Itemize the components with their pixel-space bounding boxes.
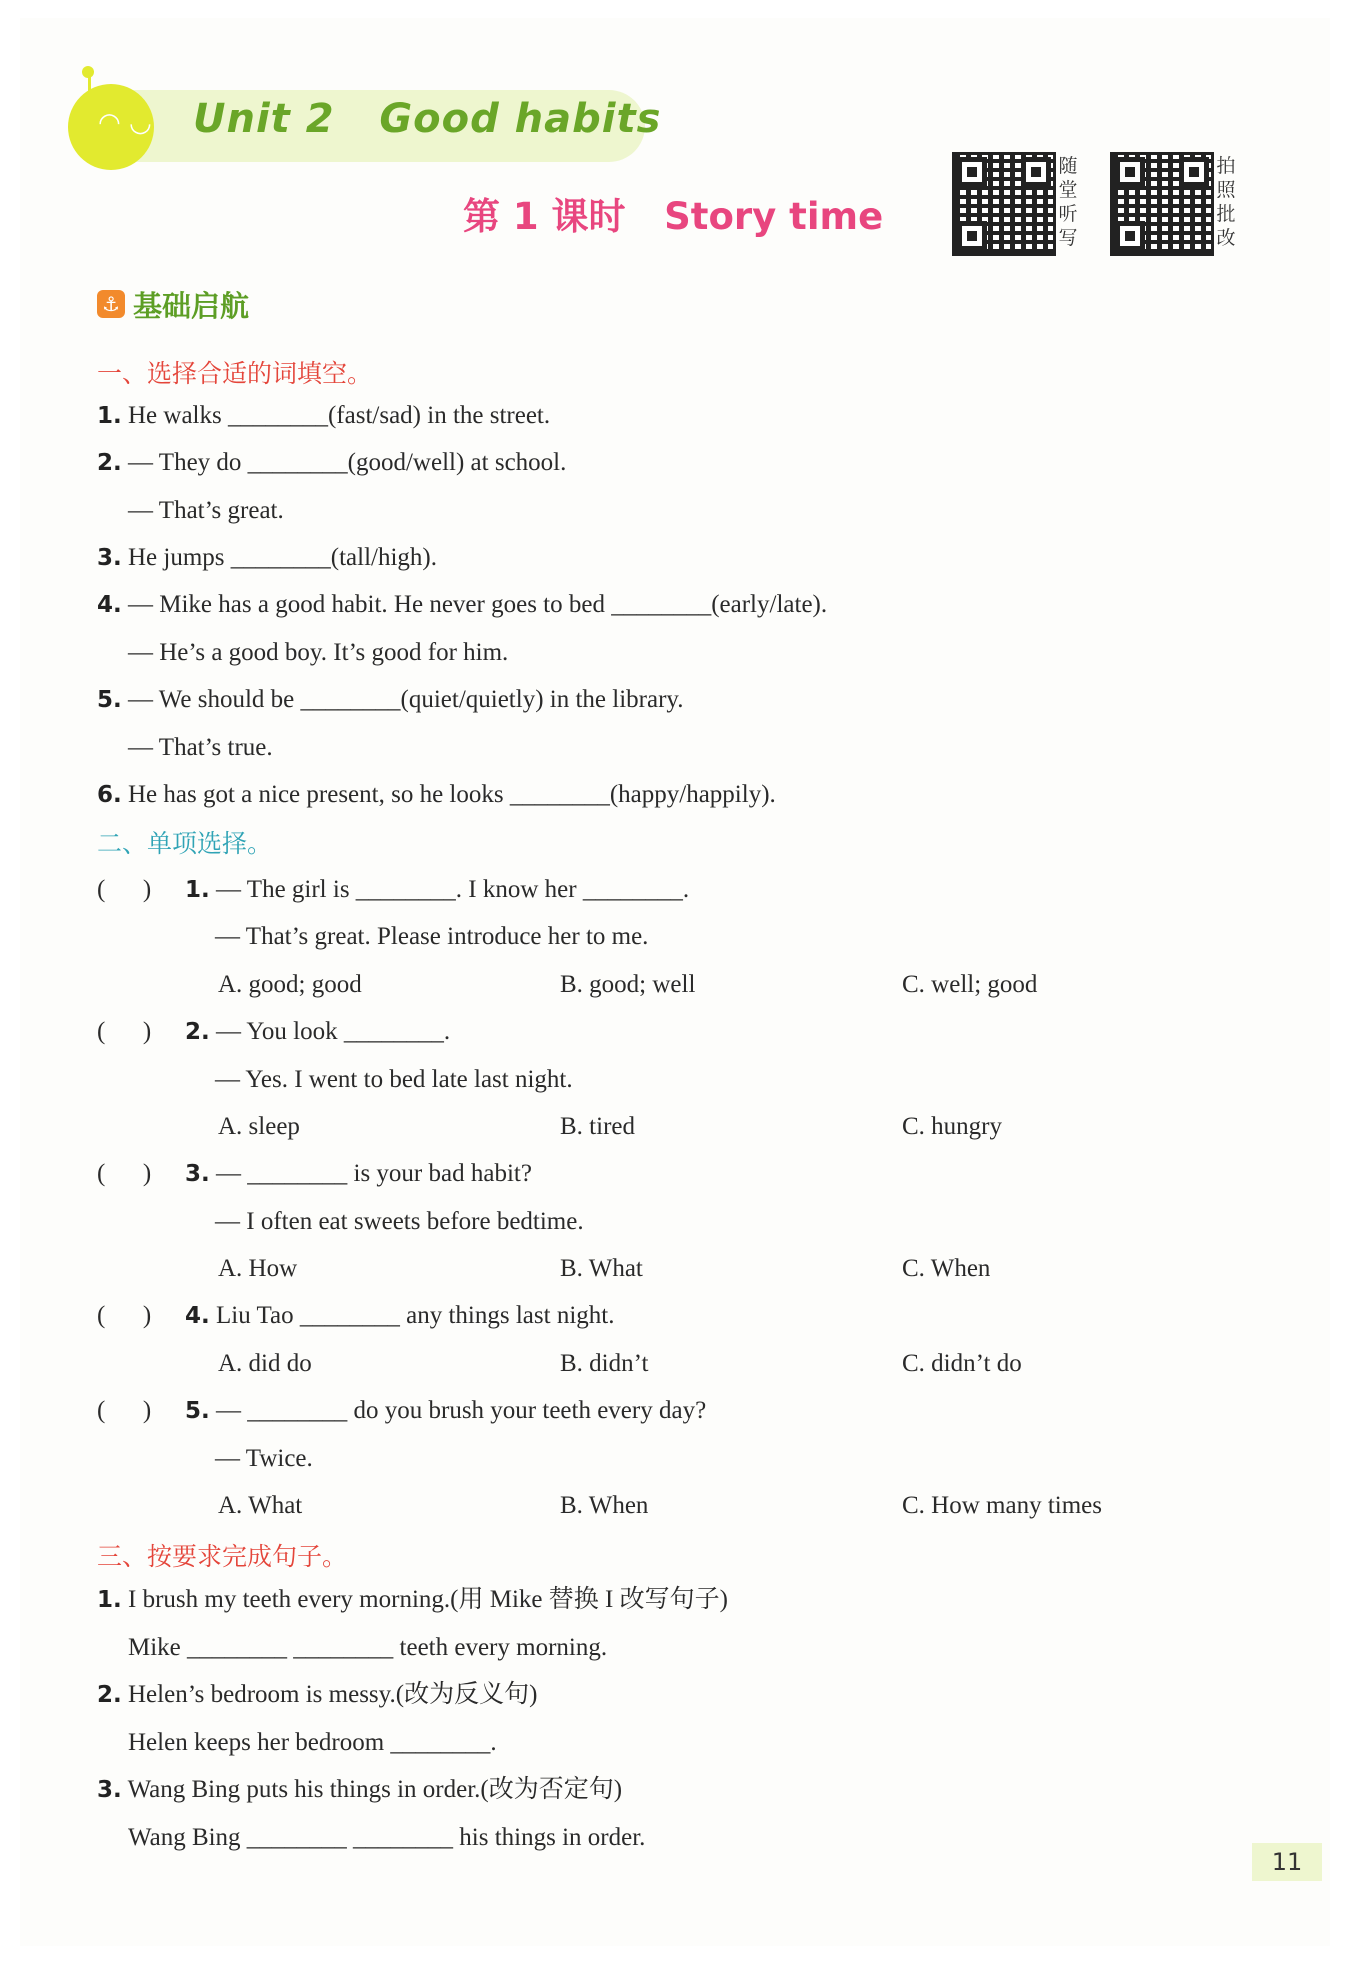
part1-line: — That’s great. [128,497,284,524]
option-a[interactable]: A. What [218,1492,303,1519]
anchor-icon: ⚓ [97,290,125,318]
lesson-title: 第 1 课时 Story time [463,195,884,238]
rewrite-answer-line[interactable]: Mike ________ ________ teeth every morning. [128,1634,608,1661]
option-a[interactable]: A. sleep [218,1113,300,1140]
part1-line: 1. He walks ________(fast/sad) in the street. [97,402,551,429]
mcq-line: 2. — You look ________. [185,1018,451,1045]
mascot-antenna-tip [82,66,94,78]
part2-heading: 二、单项选择。 [97,829,273,858]
option-b[interactable]: B. didn’t [560,1350,649,1377]
answer-paren[interactable]: ( ) [97,876,152,903]
part1-line: — That’s true. [128,734,273,761]
option-c[interactable]: C. well; good [902,971,1038,998]
part1-line: 5. — We should be ________(quiet/quietly) in the library. [97,686,684,713]
mcq-line: — That’s great. Please introduce her to me. [215,923,649,950]
mascot-face-icon: ◠ ◡ [98,108,152,138]
option-a[interactable]: A. did do [218,1350,312,1377]
mcq-line: — Twice. [215,1445,313,1472]
section-title: 基础启航 [133,289,250,323]
rewrite-prompt: 3. Wang Bing puts his things in order.(改为否定句) [97,1776,623,1803]
page-number: 11 [1252,1843,1322,1881]
part1-line: 3. He jumps ________(tall/high). [97,544,437,571]
answer-paren[interactable]: ( ) [97,1160,152,1187]
mcq-line: 3. — ________ is your bad habit? [185,1160,532,1187]
option-c[interactable]: C. When [902,1255,991,1282]
answer-paren[interactable]: ( ) [97,1302,152,1329]
rewrite-prompt: 2. Helen’s bedroom is messy.(改为反义句) [97,1681,538,1708]
qr-code-grading-icon[interactable] [1110,152,1214,256]
mcq-line: 5. — ________ do you brush your teeth every day? [185,1397,707,1424]
mcq-line: 1. — The girl is ________. I know her ________. [185,876,690,903]
option-b[interactable]: B. When [560,1492,649,1519]
mcq-line: — I often eat sweets before bedtime. [215,1208,584,1235]
rewrite-answer-line[interactable]: Wang Bing ________ ________ his things in order. [128,1824,646,1851]
answer-paren[interactable]: ( ) [97,1397,152,1424]
part3-heading: 三、按要求完成句子。 [97,1542,348,1571]
mcq-line: — Yes. I went to bed late last night. [215,1066,573,1093]
option-c[interactable]: C. hungry [902,1113,1002,1140]
part1-line: 6. He has got a nice present, so he looks ________(happy/happily). [97,781,776,808]
part1-heading: 一、选择合适的词填空。 [97,359,373,388]
qr-label-grading: 拍照批改 [1216,155,1236,249]
answer-paren[interactable]: ( ) [97,1018,152,1045]
option-b[interactable]: B. tired [560,1113,635,1140]
mcq-line: 4. Liu Tao ________ any things last night. [185,1302,615,1329]
qr-label-dictation: 随堂听写 [1058,155,1078,249]
option-a[interactable]: A. good; good [218,971,362,998]
part1-line: — He’s a good boy. It’s good for him. [128,639,509,666]
part1-line: 2. — They do ________(good/well) at school. [97,449,567,476]
part1-line: 4. — Mike has a good habit. He never goes to bed ________(early/late). [97,591,828,618]
option-b[interactable]: B. What [560,1255,643,1282]
option-a[interactable]: A. How [218,1255,298,1282]
qr-code-dictation-icon[interactable] [952,152,1056,256]
unit-title: Unit 2 Good habits [193,96,662,142]
option-c[interactable]: C. How many times [902,1492,1102,1519]
rewrite-prompt: 1. I brush my teeth every morning.(用 Mike 替换 I 改写句子) [97,1586,728,1613]
rewrite-answer-line[interactable]: Helen keeps her bedroom ________. [128,1729,497,1756]
option-c[interactable]: C. didn’t do [902,1350,1022,1377]
option-b[interactable]: B. good; well [560,971,696,998]
